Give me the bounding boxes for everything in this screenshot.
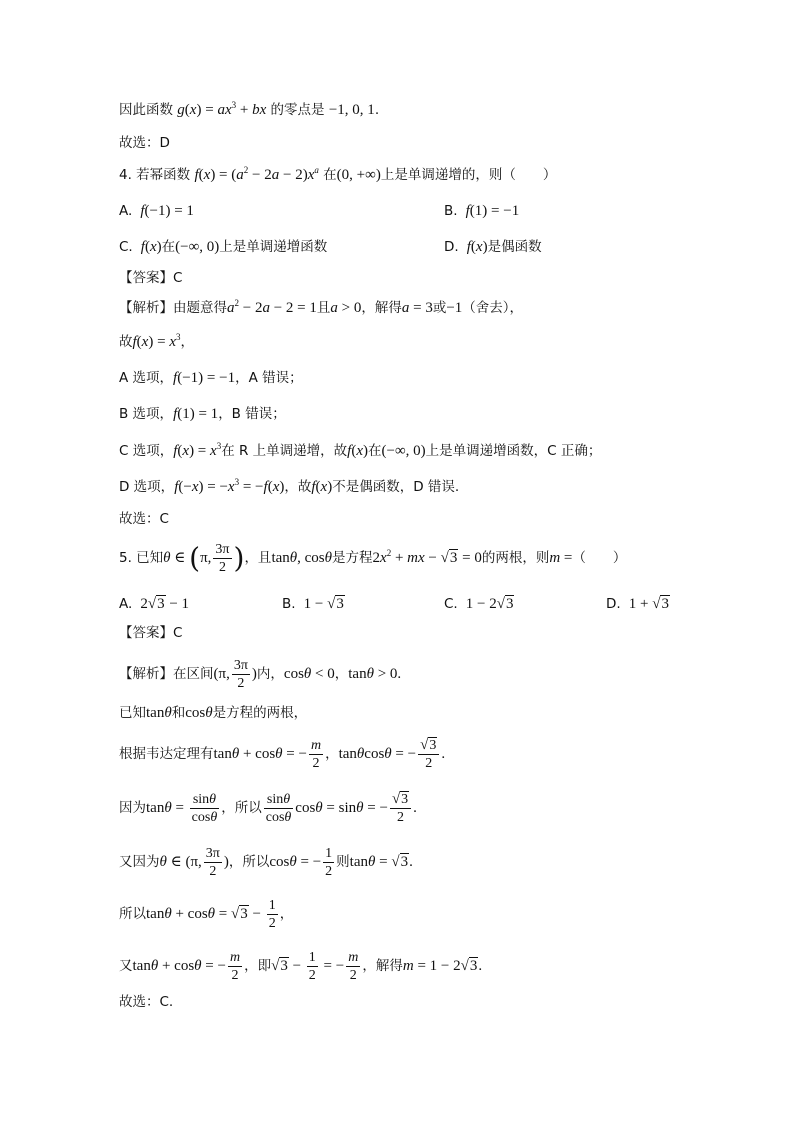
formula: tanθ = √3. xyxy=(349,854,413,870)
analysis-4-option-c xyxy=(119,441,601,461)
text: 上是单调递增函数 xyxy=(219,239,328,255)
label: 【解析】 xyxy=(119,666,173,682)
analysis-5-line-5 xyxy=(119,842,413,882)
label: B. xyxy=(282,596,296,612)
select-c-4: 故选：C xyxy=(119,511,169,527)
formula: cosθ xyxy=(185,705,213,721)
text: ，所以 xyxy=(221,800,262,816)
q4-option-d xyxy=(444,237,542,257)
select-d: 故选：D xyxy=(119,135,170,151)
formula: (−∞, 0) xyxy=(381,443,426,459)
formula: cosθ = − $\frac{1}{2}$ xyxy=(269,846,333,880)
formula: −1 xyxy=(446,300,463,316)
formula: θ ∈ (π, $\frac{3\pi}{2}$ ) xyxy=(163,541,245,576)
text: 的两根，则 xyxy=(481,550,550,566)
text: ，解得 xyxy=(362,958,403,974)
formula: f(−1) = −1 xyxy=(173,370,236,386)
text: ，解得 xyxy=(361,300,402,316)
formula: $a^2 - 2a - 2 = 1$ xyxy=(227,298,317,316)
formula: f(x) xyxy=(347,443,369,459)
formula: $f(-x) = -x^3 = -f(x)$ xyxy=(174,477,285,495)
q-number: 5. xyxy=(119,550,137,566)
formula: tanθ xyxy=(146,705,172,721)
analysis-5-line-4 xyxy=(119,788,417,828)
label: C. xyxy=(444,596,458,612)
text: 故 xyxy=(119,334,133,350)
question-4 xyxy=(119,165,556,185)
formula: f(1) = 1 xyxy=(173,406,219,422)
text: B 选项， xyxy=(119,406,174,422)
text: 在 R 上单调递增，故 xyxy=(221,443,348,459)
text: ，所以 xyxy=(228,854,270,870)
analysis-5-line-6 xyxy=(119,894,293,934)
analysis-4-option-d xyxy=(119,477,459,497)
formula: $f(x) = x^3$ xyxy=(173,441,222,459)
text: 是方程的两根， xyxy=(212,705,308,721)
q-number: 4. xyxy=(119,167,137,183)
text: 已知 xyxy=(119,705,146,721)
label: B. xyxy=(444,203,458,219)
formula: a > 0 xyxy=(330,300,362,316)
formula: $f(x) = x^3$ xyxy=(132,332,181,350)
text: ，故 xyxy=(284,479,312,495)
line-zeros xyxy=(119,100,379,120)
q5-option-c xyxy=(444,594,514,614)
q5-option-a xyxy=(119,594,189,614)
text: 又因为 xyxy=(119,854,160,870)
analysis-5-line-1 xyxy=(119,655,401,693)
text: 则 xyxy=(336,854,350,870)
label: A. xyxy=(119,596,133,612)
formula: 1 − 2√3 xyxy=(462,596,514,612)
formula: $f(x) = (a^2 - 2a - 2)x^a$ xyxy=(194,165,319,183)
text: 不是偶函数，D 错误. xyxy=(332,479,460,495)
answer-5: 【答案】C xyxy=(119,625,183,641)
text: 因此函数 xyxy=(119,102,173,118)
formula: tanθcosθ = − $\frac{√3}{2}$ . xyxy=(338,737,446,772)
q5-option-b xyxy=(282,594,345,614)
text: ， xyxy=(180,334,194,350)
zeros: −1, 0, 1 xyxy=(328,102,375,118)
formula: tanθ + cosθ = √3 − $\frac{1}{2}$ xyxy=(146,898,276,932)
text: （舍去）， xyxy=(462,300,524,316)
label: D. xyxy=(606,596,621,612)
formula: f(1) = −1 xyxy=(465,203,520,219)
q5-option-d xyxy=(606,594,670,614)
text: 又 xyxy=(119,958,133,974)
text: 在 xyxy=(323,167,337,183)
text: 由题意得 xyxy=(173,300,227,316)
text: 或 xyxy=(432,300,447,316)
label: 【解析】 xyxy=(119,300,173,316)
q4-option-b xyxy=(444,201,519,221)
q4-option-a xyxy=(119,201,194,221)
text: 在 xyxy=(161,239,176,255)
formula: cosθ < 0 xyxy=(283,666,335,682)
select-c-5: 故选：C. xyxy=(119,994,174,1010)
formula: 1 − √3 xyxy=(299,596,344,612)
analysis-5-line-2 xyxy=(119,703,307,723)
formula: 2√3 − 1 xyxy=(136,596,190,612)
text: 所以 xyxy=(119,906,146,922)
analysis-4-line-2 xyxy=(119,332,194,352)
formula: (π, $\frac{3\pi}{2}$ ) xyxy=(213,658,257,692)
text: A 选项， xyxy=(119,370,174,386)
text: 和 xyxy=(171,705,186,721)
text: 若幂函数 xyxy=(136,167,191,183)
formula: 1 + √3 xyxy=(624,596,669,612)
formula: (−∞, 0) xyxy=(175,239,220,255)
answer-4: 【答案】C xyxy=(119,270,183,286)
text: 在区间 xyxy=(173,666,214,682)
text: 因为 xyxy=(119,800,146,816)
formula: a = 3 xyxy=(401,300,433,316)
formula: $g(x) = ax^3$ + bx xyxy=(177,100,267,118)
formula: tanθ + cosθ = − $\frac{m}{2}$ xyxy=(132,950,241,984)
analysis-4-option-a xyxy=(119,368,303,388)
question-5 xyxy=(119,538,626,579)
label: C. xyxy=(119,239,133,255)
label: A. xyxy=(119,203,133,219)
text: . xyxy=(374,102,380,118)
text: 是方程 xyxy=(332,550,373,566)
text: 的零点是 xyxy=(270,102,325,118)
formula: (0, +∞) xyxy=(336,167,381,183)
text: D 选项， xyxy=(119,479,175,495)
analysis-5-line-3 xyxy=(119,734,445,774)
text: （ ） xyxy=(572,550,627,566)
text: ， xyxy=(334,666,349,682)
formula: f(x) xyxy=(140,239,162,255)
analysis-5-line-7 xyxy=(119,946,482,986)
text: ，即 xyxy=(244,958,272,974)
text: ，且 xyxy=(244,550,272,566)
text: 上是单调递增的，则（ ） xyxy=(380,167,557,183)
text: 上是单调递增函数，C 正确； xyxy=(425,443,602,459)
formula: tanθ, cosθ xyxy=(271,550,333,566)
formula: m = 1 − 2√3. xyxy=(402,958,483,974)
text: 内， xyxy=(256,666,284,682)
formula: m = xyxy=(549,550,573,566)
text: ， xyxy=(325,746,339,762)
text: 且 xyxy=(316,300,331,316)
text: ，B 错误； xyxy=(218,406,286,422)
formula: f(−1) = 1 xyxy=(140,203,194,219)
formula: f(x) xyxy=(311,479,333,495)
formula: tanθ = $\frac{\sin\theta}{\cos\theta}$ xyxy=(146,792,218,826)
formula: $\frac{\sin\theta}{\cos\theta}$ cosθ = sinθ = − $\frac{√3}{2}$ . xyxy=(265,791,417,826)
q4-option-c xyxy=(119,237,327,257)
label: D. xyxy=(444,239,459,255)
analysis-4-option-b xyxy=(119,404,286,424)
text: ， xyxy=(279,906,294,922)
text: 在 xyxy=(368,443,382,459)
text: 根据韦达定理有 xyxy=(119,746,214,762)
text: 是偶函数 xyxy=(487,239,542,255)
formula: tanθ + cosθ = − $\frac{m}{2}$ xyxy=(213,738,322,772)
analysis-4-line-1 xyxy=(119,298,523,318)
text: 已知 xyxy=(136,550,164,566)
formula: θ ∈ (π, $\frac{3\pi}{2}$ ) xyxy=(159,846,229,880)
formula: tanθ > 0. xyxy=(348,666,402,682)
text: C 选项， xyxy=(119,443,174,459)
formula: f(x) xyxy=(466,239,488,255)
formula: √3 − $\frac{1}{2}$ = − $\frac{m}{2}$ xyxy=(271,950,359,984)
formula: $2x^2$ + mx − √3 = 0 xyxy=(372,548,482,566)
text: ，A 错误； xyxy=(235,370,303,386)
